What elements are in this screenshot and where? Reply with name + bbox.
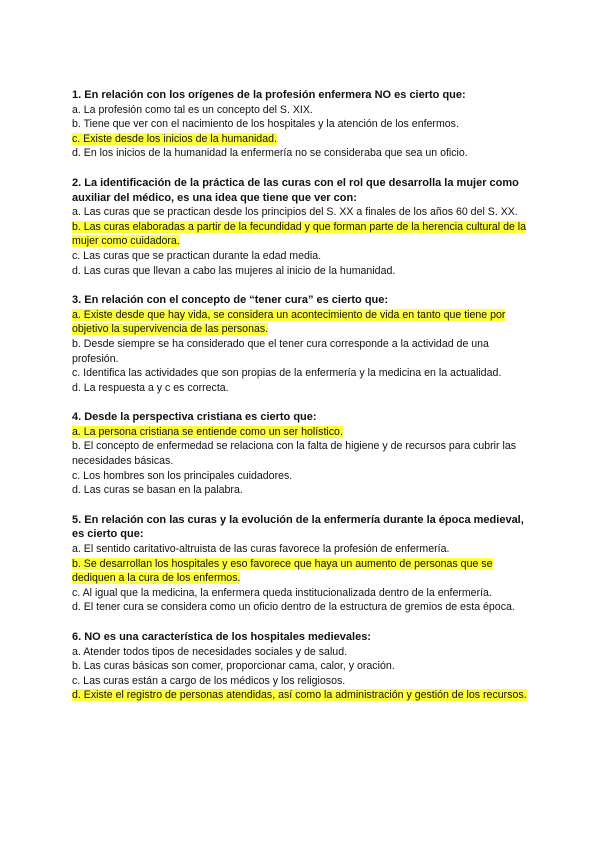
option-b [72, 117, 532, 132]
option-text: d. En los inicios de la humanidad la enfermería no se consideraba que sea un oficio. [72, 147, 468, 160]
option-c [72, 674, 532, 689]
option-text: b. El concepto de enfermedad se relaciona con la falta de higiene y de recursos para cubrir las necesidades básicas. [72, 440, 517, 468]
option-text: c. Los hombres son los principales cuidadores. [72, 469, 293, 482]
option-c [72, 249, 532, 264]
option-a [72, 645, 532, 660]
option-a [72, 308, 532, 337]
option-a [72, 425, 532, 440]
question-title: 5. En relación con las curas y la evolución de la enfermería durante la época medieval, es cierto que: [72, 513, 524, 541]
question-6 [72, 630, 532, 703]
option-c [72, 132, 532, 147]
question-5 [72, 513, 532, 615]
question-title: 1. En relación con los orígenes de la profesión enfermera NO es cierto que: [72, 89, 466, 101]
option-text: b. Las curas básicas son comer, proporcionar cama, calor, y oración. [72, 660, 395, 673]
option-a [72, 103, 532, 118]
question-title: 3. En relación con el concepto de “tener cura” es cierto que: [72, 294, 389, 307]
question-title: 6. NO es una característica de los hospitales medievales: [72, 631, 371, 643]
question-4 [72, 410, 532, 498]
question-3 [72, 293, 532, 395]
option-b [72, 220, 532, 249]
option-text: a. Atender todos tipos de necesidades sociales y de salud. [72, 645, 348, 658]
option-text-highlighted: b. Se desarrollan los hospitales y eso favorece que haya un aumento de personas que se dediquen a la cura de los enfermos. [72, 557, 493, 585]
option-text: a. La profesión como tal es un concepto del S. XIX. [72, 103, 313, 116]
question-1 [72, 88, 532, 161]
option-a [72, 205, 532, 220]
option-text: a. Las curas que se practican desde los principios del S. XX a finales de los años 60 del S. XX. [72, 206, 518, 219]
option-d [72, 483, 532, 498]
option-text: d. Las curas se basan en la palabra. [72, 484, 243, 497]
document-page [72, 88, 532, 718]
option-text: d. La respuesta a y c es correcta. [72, 381, 229, 394]
option-b [72, 659, 532, 674]
option-d [72, 600, 532, 615]
option-text: d. Las curas que llevan a cabo las mujeres al inicio de la humanidad. [72, 264, 396, 277]
option-text: b. Tiene que ver con el nacimiento de los hospitales y la atención de los enfermos. [72, 118, 459, 131]
option-text-highlighted: d. Existe el registro de personas atendidas, así como la administración y gestión de los recursos. [72, 689, 527, 702]
option-text: c. Las curas están a cargo de los médicos y los religiosos. [72, 674, 346, 687]
option-b [72, 439, 532, 468]
option-d [72, 146, 532, 161]
option-d [72, 688, 532, 703]
option-b [72, 337, 532, 366]
question-2 [72, 176, 532, 278]
option-b [72, 557, 532, 586]
option-text: c. Identifica las actividades que son propias de la enfermería y la medicina en la actualidad. [72, 367, 502, 380]
option-text: c. Al igual que la medicina, la enfermera queda institucionalizada dentro de la enfermería. [72, 586, 492, 599]
option-text-highlighted: a. Existe desde que hay vida, se considera un acontecimiento de vida en tanto que tiene por objetivo la supervivencia de las personas. [72, 308, 506, 336]
option-text: b. Desde siempre se ha considerado que el tener cura corresponde a la actividad de una profesión. [72, 337, 489, 365]
question-title: 2. La identificación de la práctica de las curas con el rol que desarrolla la mujer como auxiliar del médico, es una idea que tiene que ver con: [72, 176, 519, 204]
option-d [72, 264, 532, 279]
option-c [72, 586, 532, 601]
option-c [72, 366, 532, 381]
option-d [72, 381, 532, 396]
option-c [72, 469, 532, 484]
question-title: 4. Desde la perspectiva cristiana es cierto que: [72, 411, 317, 424]
option-text: c. Las curas que se practican durante la edad media. [72, 249, 322, 262]
option-a [72, 542, 532, 557]
option-text-highlighted: c. Existe desde los inicios de la humanidad. [72, 132, 277, 145]
option-text-highlighted: a. La persona cristiana se entiende como un ser holístico. [72, 425, 343, 438]
option-text-highlighted: b. Las curas elaboradas a partir de la fecundidad y que forman parte de la herencia cultural de la mujer como cuidadora. [72, 220, 527, 248]
option-text: d. El tener cura se considera como un oficio dentro de la estructura de gremios de esta época. [72, 601, 515, 614]
option-text: a. El sentido caritativo-altruista de las curas favorece la profesión de enfermería. [72, 543, 450, 556]
